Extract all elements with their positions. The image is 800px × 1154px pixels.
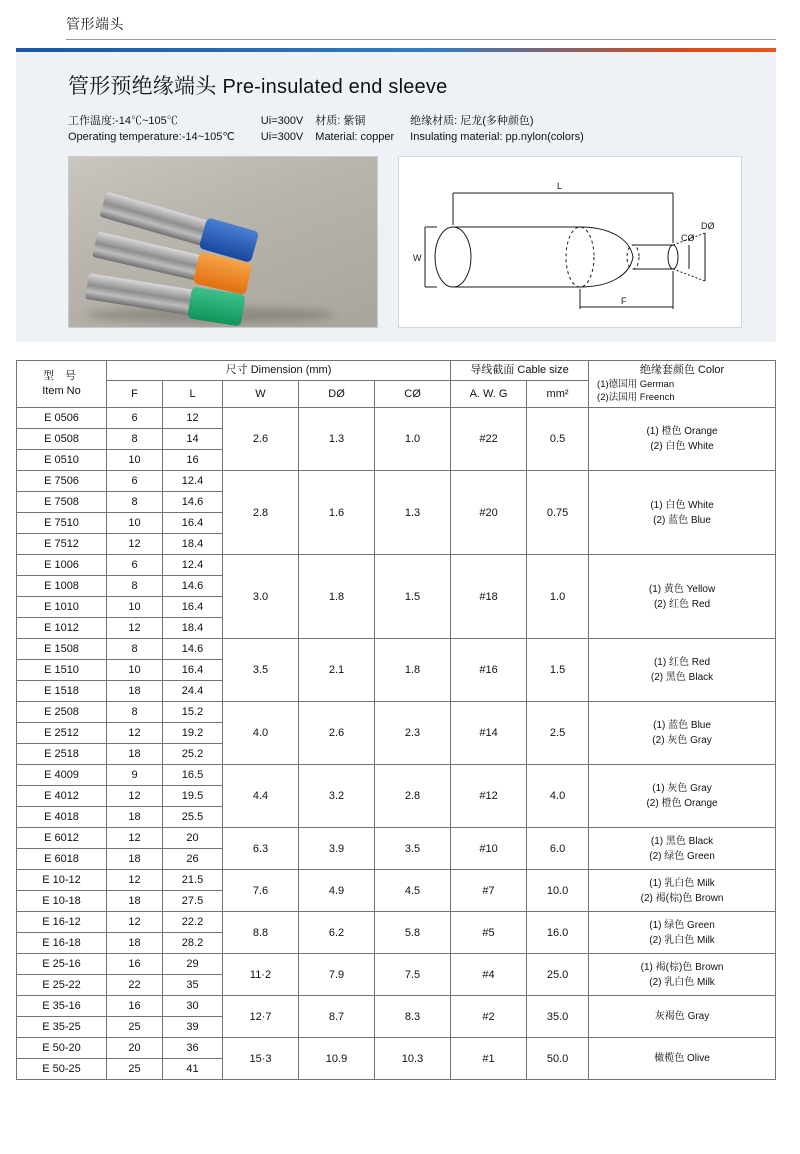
cell-item-no: E 0506 [17,408,107,429]
cell-f: 20 [107,1038,163,1059]
cell-l: 30 [163,996,223,1017]
cell-color: 灰褐色 Gray [589,996,776,1038]
cell-l: 16.5 [163,765,223,786]
table-row [17,954,776,975]
table-head [17,360,776,407]
product-title-en: Pre-insulated end sleeve [222,76,448,98]
th-c: CØ [375,380,451,407]
cell-l: 12.4 [163,555,223,576]
cell-f: 8 [107,492,163,513]
cell-item-no: E 1006 [17,555,107,576]
cell-item-no: E 16-18 [17,933,107,954]
cell-item-no: E 2512 [17,723,107,744]
cell-f: 8 [107,702,163,723]
cell-f: 18 [107,807,163,828]
cell-l: 25.2 [163,744,223,765]
table-row [17,1038,776,1059]
label-L: L [557,180,563,191]
cell-item-no: E 4009 [17,765,107,786]
cell-l: 41 [163,1059,223,1080]
cell-l: 12 [163,408,223,429]
cell-item-no: E 1518 [17,681,107,702]
header-divider [66,39,776,40]
cell-item-no: E 4012 [17,786,107,807]
cell-w: 6.3 [223,828,299,870]
cell-c: 1.8 [375,639,451,702]
cell-f: 16 [107,954,163,975]
cell-f: 8 [107,576,163,597]
cell-f: 10 [107,597,163,618]
cell-l: 19.2 [163,723,223,744]
cell-item-no: E 35-25 [17,1017,107,1038]
cell-item-no: E 1510 [17,660,107,681]
cell-l: 18.4 [163,534,223,555]
cell-mm2: 1.0 [527,555,589,639]
cell-l: 14 [163,429,223,450]
page-header [0,0,800,46]
cell-d: 6.2 [299,912,375,954]
cell-l: 28.2 [163,933,223,954]
spec-list [68,114,742,146]
cell-c: 5.8 [375,912,451,954]
cell-awg: #14 [451,702,527,765]
product-panel [16,52,776,342]
cell-item-no: E 1508 [17,639,107,660]
cell-color: (1) 灰色 Gray (2) 橙色 Orange [589,765,776,828]
cell-awg: #22 [451,408,527,471]
cell-item-no: E 1012 [17,618,107,639]
label-D: DØ [701,220,715,231]
cell-f: 12 [107,912,163,933]
cell-l: 27.5 [163,891,223,912]
spec-table-wrap [16,360,776,1080]
cell-mm2: 6.0 [527,828,589,870]
cell-f: 8 [107,429,163,450]
cell-mm2: 4.0 [527,765,589,828]
cell-l: 14.6 [163,492,223,513]
page-title: 管形端头 [66,16,124,32]
cell-f: 18 [107,744,163,765]
th-w: W [223,380,299,407]
cell-w: 2.8 [223,471,299,555]
cell-item-no: E 10-12 [17,870,107,891]
table-row [17,996,776,1017]
cell-l: 14.6 [163,576,223,597]
table-row [17,639,776,660]
spec-table [16,360,776,1080]
cell-color: (1) 蓝色 Blue (2) 灰色 Gray [589,702,776,765]
cell-l: 39 [163,1017,223,1038]
cell-d: 2.1 [299,639,375,702]
cell-c: 1.5 [375,555,451,639]
label-W: W [413,252,422,263]
cell-d: 1.8 [299,555,375,639]
cell-w: 7.6 [223,870,299,912]
cell-d: 10.9 [299,1038,375,1080]
cell-f: 10 [107,660,163,681]
cell-awg: #2 [451,996,527,1038]
cell-color: (1) 橙色 Orange (2) 白色 White [589,408,776,471]
cell-d: 4.9 [299,870,375,912]
cell-f: 16 [107,996,163,1017]
cell-l: 16.4 [163,660,223,681]
cell-c: 3.5 [375,828,451,870]
cell-c: 4.5 [375,870,451,912]
cell-f: 12 [107,534,163,555]
cell-c: 1.0 [375,408,451,471]
cell-mm2: 35.0 [527,996,589,1038]
spec-voltage: Ui=300V Ui=300V [260,115,304,143]
cell-l: 16 [163,450,223,471]
table-row [17,555,776,576]
cell-mm2: 50.0 [527,1038,589,1080]
cell-f: 12 [107,723,163,744]
cell-color: (1) 绿色 Green (2) 乳白色 Milk [589,912,776,954]
table-row [17,912,776,933]
cell-f: 22 [107,975,163,996]
table-row [17,828,776,849]
table-row [17,471,776,492]
th-awg: A. W. G [451,380,527,407]
th-mm2: mm² [527,380,589,407]
cell-mm2: 0.75 [527,471,589,555]
cell-f: 12 [107,828,163,849]
cell-item-no: E 0508 [17,429,107,450]
cell-mm2: 25.0 [527,954,589,996]
cell-awg: #12 [451,765,527,828]
cell-w: 2.6 [223,408,299,471]
cell-mm2: 10.0 [527,870,589,912]
cell-f: 25 [107,1059,163,1080]
cell-item-no: E 7508 [17,492,107,513]
th-item: 型 号 Item No [17,360,107,407]
cell-l: 16.4 [163,597,223,618]
cell-item-no: E 6012 [17,828,107,849]
cell-awg: #7 [451,870,527,912]
cell-c: 2.8 [375,765,451,828]
dimension-diagram [398,156,742,328]
cell-color: (1) 白色 White (2) 蓝色 Blue [589,471,776,555]
media-row [68,156,742,328]
cell-l: 12.4 [163,471,223,492]
cell-item-no: E 0510 [17,450,107,471]
cell-d: 3.2 [299,765,375,828]
table-row [17,765,776,786]
cell-f: 18 [107,681,163,702]
cell-awg: #4 [451,954,527,996]
cell-l: 35 [163,975,223,996]
cell-color: (1) 乳白色 Milk (2) 褐(棕)色 Brown [589,870,776,912]
ferrule-orange [92,231,98,256]
cell-item-no: E 25-16 [17,954,107,975]
cell-item-no: E 1008 [17,576,107,597]
cell-awg: #1 [451,1038,527,1080]
cell-d: 3.9 [299,828,375,870]
cell-f: 25 [107,1017,163,1038]
cell-w: 8.8 [223,912,299,954]
ferrule-green [85,273,89,299]
th-d: DØ [299,380,375,407]
cell-l: 22.2 [163,912,223,933]
cell-item-no: E 6018 [17,849,107,870]
cell-l: 20 [163,828,223,849]
cell-item-no: E 10-18 [17,891,107,912]
cell-w: 4.4 [223,765,299,828]
cell-c: 7.5 [375,954,451,996]
cell-item-no: E 50-20 [17,1038,107,1059]
cell-f: 18 [107,933,163,954]
cell-l: 18.4 [163,618,223,639]
cell-f: 6 [107,555,163,576]
th-l: L [163,380,223,407]
cell-c: 2.3 [375,702,451,765]
cell-awg: #5 [451,912,527,954]
cell-mm2: 0.5 [527,408,589,471]
cell-f: 12 [107,618,163,639]
cell-l: 29 [163,954,223,975]
th-color [589,360,776,407]
cell-item-no: E 1010 [17,597,107,618]
cell-l: 21.5 [163,870,223,891]
cell-item-no: E 50-25 [17,1059,107,1080]
cell-f: 10 [107,513,163,534]
th-dimension: 尺寸 Dimension (mm) [107,360,451,380]
cell-color: (1) 褐(棕)色 Brown (2) 乳白色 Milk [589,954,776,996]
cell-d: 2.6 [299,702,375,765]
cell-color: (1) 黄色 Yellow (2) 红色 Red [589,555,776,639]
cell-f: 12 [107,786,163,807]
cell-w: 12·7 [223,996,299,1038]
cell-item-no: E 35-16 [17,996,107,1017]
cell-l: 19.5 [163,786,223,807]
cell-f: 18 [107,849,163,870]
cell-c: 10.3 [375,1038,451,1080]
cell-f: 9 [107,765,163,786]
cell-item-no: E 7512 [17,534,107,555]
cell-item-no: E 25-22 [17,975,107,996]
cell-w: 11·2 [223,954,299,996]
cell-color: 橄榄色 Olive [589,1038,776,1080]
cell-mm2: 16.0 [527,912,589,954]
cell-awg: #10 [451,828,527,870]
diagram-svg [399,157,741,329]
cell-l: 15.2 [163,702,223,723]
cell-d: 1.6 [299,471,375,555]
cell-l: 16.4 [163,513,223,534]
product-photo [68,156,378,328]
spec-temperature: 工作温度:-14℃~105℃ Operating temperature:-14~105℃ [68,115,235,143]
th-color-notes: (1)德国用 German (2)法国用 Freench [597,378,675,404]
cell-f: 10 [107,450,163,471]
cell-color: (1) 红色 Red (2) 黑色 Black [589,639,776,702]
cell-c: 8.3 [375,996,451,1038]
table-row [17,870,776,891]
cell-l: 26 [163,849,223,870]
th-cable: 导线截面 Cable size [451,360,589,380]
cell-item-no: E 4018 [17,807,107,828]
cell-awg: #20 [451,471,527,555]
product-title-cn: 管形预绝缘端头 [68,75,217,98]
cell-item-no: E 7510 [17,513,107,534]
table-row [17,408,776,429]
spec-insulation: 绝缘材质: 尼龙(多种颜色) Insulating material: pp.nylon(colors) [410,115,584,143]
cell-w: 3.0 [223,555,299,639]
cell-w: 15·3 [223,1038,299,1080]
cell-mm2: 2.5 [527,702,589,765]
product-title [68,70,742,100]
cell-d: 8.7 [299,996,375,1038]
cell-l: 24.4 [163,681,223,702]
cell-f: 12 [107,870,163,891]
cell-w: 4.0 [223,702,299,765]
label-F: F [621,295,627,306]
cell-item-no: E 7506 [17,471,107,492]
cell-color: (1) 黑色 Black (2) 绿色 Green [589,828,776,870]
cell-f: 6 [107,471,163,492]
cell-d: 7.9 [299,954,375,996]
cell-w: 3.5 [223,639,299,702]
cell-item-no: E 2508 [17,702,107,723]
ferrule-blue [99,191,106,216]
th-f: F [107,380,163,407]
cell-item-no: E 16-12 [17,912,107,933]
cell-item-no: E 2518 [17,744,107,765]
th-color-title: 绝缘套颜色 Color [639,363,725,376]
cell-l: 25.5 [163,807,223,828]
cell-d: 1.3 [299,408,375,471]
cell-c: 1.3 [375,471,451,555]
cell-f: 18 [107,891,163,912]
cell-f: 8 [107,639,163,660]
label-C: CØ [681,232,695,243]
cell-awg: #18 [451,555,527,639]
cell-mm2: 1.5 [527,639,589,702]
table-body [17,408,776,1080]
table-row [17,702,776,723]
spec-material: 材质: 紫铜 Material: copper [315,115,395,143]
cell-f: 6 [107,408,163,429]
cell-awg: #16 [451,639,527,702]
cell-l: 36 [163,1038,223,1059]
cell-l: 14.6 [163,639,223,660]
